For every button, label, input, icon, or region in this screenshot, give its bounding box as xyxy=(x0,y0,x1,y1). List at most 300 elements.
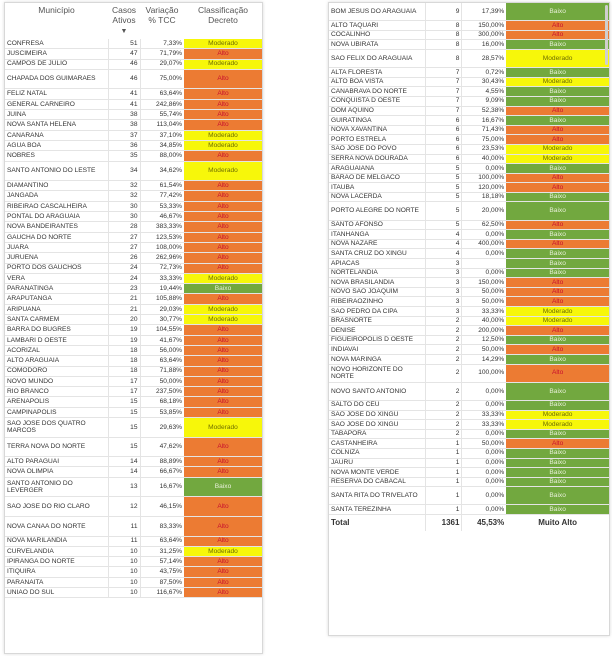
casos-cell: 8 xyxy=(426,30,462,40)
table-row[interactable] xyxy=(329,364,609,382)
variacao-cell: 16,67% xyxy=(462,116,506,126)
municipio-cell: ARAGUAIANA xyxy=(329,164,426,174)
table-row[interactable] xyxy=(5,387,262,397)
municipio-cell: TABAPORA xyxy=(329,429,426,439)
casos-cell: 2 xyxy=(426,410,462,420)
casos-cell: 8 xyxy=(426,49,462,67)
table-row[interactable] xyxy=(5,437,262,457)
table-row[interactable] xyxy=(329,144,609,154)
variacao-cell: 0,72% xyxy=(462,68,506,78)
casos-cell: 1 xyxy=(426,477,462,487)
municipio-cell: ARAPUTANGA xyxy=(5,294,108,304)
casos-cell: 3 xyxy=(426,268,462,278)
municipio-cell: DOM AQUINO xyxy=(329,106,426,116)
variacao-cell: 9,09% xyxy=(462,96,506,106)
municipio-cell: NOVA SANTA HELENA xyxy=(5,120,108,130)
table-row[interactable] xyxy=(5,345,262,355)
classificacao-cell: Alto xyxy=(184,110,262,120)
header-municipio[interactable]: Município xyxy=(38,5,75,15)
casos-cell: 2 xyxy=(426,326,462,336)
table-row[interactable] xyxy=(5,212,262,222)
classificacao-cell: Alto xyxy=(184,325,262,335)
table-row[interactable] xyxy=(5,151,262,161)
table-row[interactable] xyxy=(5,457,262,467)
table-row[interactable] xyxy=(329,173,609,183)
table-row[interactable] xyxy=(5,99,262,109)
classificacao-cell: Alto xyxy=(184,577,262,587)
variacao-cell: 100,00% xyxy=(462,173,506,183)
table-row[interactable] xyxy=(5,201,262,211)
casos-cell: 24 xyxy=(108,273,140,283)
municipio-cell: GENERAL CARNEIRO xyxy=(5,99,108,109)
casos-cell: 8 xyxy=(426,40,462,50)
table-row[interactable] xyxy=(329,278,609,288)
casos-cell: 1 xyxy=(426,439,462,449)
table-row[interactable] xyxy=(329,249,609,259)
table-row[interactable] xyxy=(5,315,262,325)
table-row[interactable] xyxy=(329,30,609,40)
classificacao-cell: Moderado xyxy=(506,49,609,67)
classificacao-cell: Alto xyxy=(506,125,609,135)
variacao-cell: 0,00% xyxy=(462,477,506,487)
table-row[interactable] xyxy=(5,59,262,69)
variacao-cell: 383,33% xyxy=(140,222,184,232)
table-row[interactable] xyxy=(329,307,609,317)
table-row[interactable] xyxy=(329,382,609,400)
variacao-cell: 0,00% xyxy=(462,458,506,468)
classificacao-cell: Moderado xyxy=(506,307,609,317)
municipio-cell: RIBEIRAOZINHO xyxy=(329,297,426,307)
casos-cell: 2 xyxy=(426,382,462,400)
variacao-cell: 43,75% xyxy=(140,567,184,577)
classificacao-cell: Moderado xyxy=(506,316,609,326)
municipio-cell: NOVA UBIRATA xyxy=(329,40,426,50)
variacao-cell: 61,54% xyxy=(140,181,184,191)
table-row[interactable] xyxy=(5,477,262,497)
municipio-cell: CHAPADA DOS GUIMARAES xyxy=(5,69,108,89)
table-row[interactable] xyxy=(329,335,609,345)
variacao-cell: 77,42% xyxy=(140,191,184,201)
table-row[interactable] xyxy=(5,242,262,252)
left-table xyxy=(5,3,262,598)
table-row[interactable] xyxy=(329,135,609,145)
casos-cell: 4 xyxy=(426,230,462,240)
casos-cell: 24 xyxy=(108,263,140,273)
classificacao-cell: Alto xyxy=(184,201,262,211)
classificacao-cell: Baixo xyxy=(506,458,609,468)
classificacao-cell: Baixo xyxy=(506,487,609,505)
municipio-cell: ALTA FLORESTA xyxy=(329,68,426,78)
table-row[interactable] xyxy=(5,232,262,242)
variacao-cell: 33,33% xyxy=(140,273,184,283)
variacao-cell: 0,00% xyxy=(462,268,506,278)
classificacao-cell: Alto xyxy=(506,220,609,230)
classificacao-cell: Moderado xyxy=(184,161,262,181)
table-row[interactable] xyxy=(329,259,609,269)
municipio-cell: ALTO ARAGUAIA xyxy=(5,356,108,366)
municipio-cell: SANTA TEREZINHA xyxy=(329,505,426,515)
casos-cell: 6 xyxy=(426,144,462,154)
municipio-cell: JURUENA xyxy=(5,253,108,263)
left-header-row xyxy=(5,3,262,39)
table-row[interactable] xyxy=(5,253,262,263)
classificacao-cell: Alto xyxy=(184,151,262,161)
municipio-cell: PARANATINGA xyxy=(5,284,108,294)
classificacao-cell: Alto xyxy=(184,356,262,366)
table-row[interactable] xyxy=(5,304,262,314)
table-row[interactable] xyxy=(5,181,262,191)
header-variacao[interactable]: Variação % TCC xyxy=(145,5,179,25)
table-row[interactable] xyxy=(329,116,609,126)
table-row[interactable] xyxy=(329,49,609,67)
header-casos-label: Casos Ativos xyxy=(111,5,137,25)
header-casos[interactable] xyxy=(108,3,140,39)
casos-cell: 2 xyxy=(426,354,462,364)
casos-cell: 37 xyxy=(108,130,140,140)
variacao-cell: 28,57% xyxy=(462,49,506,67)
municipio-cell: COLNIZA xyxy=(329,448,426,458)
municipio-cell: NOBRES xyxy=(5,151,108,161)
classificacao-cell: Alto xyxy=(184,120,262,130)
municipio-cell: NOVO SAO JOAQUIM xyxy=(329,287,426,297)
casos-cell: 6 xyxy=(426,154,462,164)
municipio-cell: UNIAO DO SUL xyxy=(5,588,108,598)
municipio-cell: ALTO BOA VISTA xyxy=(329,77,426,87)
municipio-cell: NOVA MARINGA xyxy=(329,354,426,364)
municipio-cell: ARIPUANA xyxy=(5,304,108,314)
municipio-cell: AGUA BOA xyxy=(5,140,108,150)
municipio-cell: SANTO ANTONIO DO LEVERGER xyxy=(5,477,108,497)
casos-cell: 30 xyxy=(108,212,140,222)
right-table xyxy=(329,3,609,531)
table-row[interactable] xyxy=(329,505,609,515)
variacao-cell: 40,00% xyxy=(462,154,506,164)
casos-cell: 41 xyxy=(108,99,140,109)
municipio-cell: PONTAL DO ARAGUAIA xyxy=(5,212,108,222)
casos-cell: 6 xyxy=(426,125,462,135)
classificacao-cell: Alto xyxy=(506,326,609,336)
municipio-cell: CAMPINAPOLIS xyxy=(5,407,108,417)
table-row[interactable] xyxy=(5,516,262,536)
municipio-cell: NOVA MARILANDIA xyxy=(5,536,108,546)
variacao-cell: 50,00% xyxy=(462,287,506,297)
table-row[interactable] xyxy=(5,263,262,273)
variacao-cell: 20,00% xyxy=(462,202,506,220)
municipio-cell: ACORIZAL xyxy=(5,345,108,355)
table-row[interactable] xyxy=(329,487,609,505)
variacao-cell: 41,67% xyxy=(140,335,184,345)
municipio-cell: CONQUISTA D OESTE xyxy=(329,96,426,106)
variacao-cell: 0,00% xyxy=(462,230,506,240)
table-row[interactable] xyxy=(5,497,262,517)
municipio-cell: JUSCIMEIRA xyxy=(5,49,108,59)
table-row[interactable] xyxy=(329,87,609,97)
table-row[interactable] xyxy=(329,154,609,164)
table-row[interactable] xyxy=(5,191,262,201)
scrollbar[interactable] xyxy=(605,5,608,65)
municipio-cell: PORTO ESTRELA xyxy=(329,135,426,145)
table-row[interactable] xyxy=(329,429,609,439)
table-row[interactable] xyxy=(329,439,609,449)
municipio-cell: COCALINHO xyxy=(329,30,426,40)
casos-cell: 2 xyxy=(426,420,462,430)
table-row[interactable] xyxy=(5,407,262,417)
variacao-cell: 23,53% xyxy=(462,144,506,154)
table-row[interactable] xyxy=(329,316,609,326)
variacao-cell: 53,33% xyxy=(140,201,184,211)
municipio-cell: RESERVA DO CABACAL xyxy=(329,477,426,487)
casos-cell: 30 xyxy=(108,201,140,211)
municipio-cell: CAMPOS DE JULIO xyxy=(5,59,108,69)
municipio-cell: SANTO AFONSO xyxy=(329,220,426,230)
table-row[interactable] xyxy=(5,366,262,376)
variacao-cell: 113,04% xyxy=(140,120,184,130)
variacao-cell: 47,62% xyxy=(140,437,184,457)
variacao-cell: 52,38% xyxy=(462,106,506,116)
total-casos: 1361 xyxy=(426,515,462,532)
classificacao-cell: Baixo xyxy=(506,230,609,240)
casos-cell: 17 xyxy=(108,376,140,386)
casos-cell: 1 xyxy=(426,458,462,468)
table-row[interactable] xyxy=(329,297,609,307)
table-row[interactable] xyxy=(5,588,262,598)
classificacao-cell: Moderado xyxy=(506,144,609,154)
table-row[interactable] xyxy=(329,420,609,430)
classificacao-cell: Baixo xyxy=(506,335,609,345)
variacao-cell: 18,18% xyxy=(462,192,506,202)
municipio-cell: SAO JOSE DO XINGU xyxy=(329,420,426,430)
casos-cell: 3 xyxy=(426,287,462,297)
table-row[interactable] xyxy=(329,3,609,21)
table-row[interactable] xyxy=(329,287,609,297)
casos-cell: 7 xyxy=(426,87,462,97)
casos-cell: 3 xyxy=(426,297,462,307)
classificacao-cell: Baixo xyxy=(506,429,609,439)
classificacao-cell: Moderado xyxy=(184,273,262,283)
right-table-panel xyxy=(328,2,610,636)
variacao-cell: 7,33% xyxy=(140,39,184,49)
table-row[interactable] xyxy=(329,164,609,174)
variacao-cell: 83,33% xyxy=(140,516,184,536)
variacao-cell: 400,00% xyxy=(462,239,506,249)
total-row xyxy=(329,515,609,532)
table-row[interactable] xyxy=(329,125,609,135)
municipio-cell: ARENAPOLIS xyxy=(5,397,108,407)
total-label: Total xyxy=(329,515,426,532)
table-row[interactable] xyxy=(329,458,609,468)
table-row[interactable] xyxy=(5,69,262,89)
casos-cell: 14 xyxy=(108,467,140,477)
variacao-cell: 46,15% xyxy=(140,497,184,517)
casos-cell: 47 xyxy=(108,49,140,59)
municipio-cell: SALTO DO CEU xyxy=(329,400,426,410)
casos-cell: 20 xyxy=(108,315,140,325)
classificacao-cell: Moderado xyxy=(184,140,262,150)
table-row[interactable] xyxy=(5,397,262,407)
municipio-cell: NOVO SANTO ANTONIO xyxy=(329,382,426,400)
classificacao-cell: Alto xyxy=(184,345,262,355)
variacao-cell: 71,88% xyxy=(140,366,184,376)
classificacao-cell: Baixo xyxy=(506,202,609,220)
variacao-cell: 120,00% xyxy=(462,183,506,193)
table-row[interactable] xyxy=(5,467,262,477)
casos-cell: 5 xyxy=(426,164,462,174)
sort-down-icon[interactable]: ▼ xyxy=(120,28,128,35)
classificacao-cell: Moderado xyxy=(184,315,262,325)
table-row[interactable] xyxy=(329,477,609,487)
classificacao-cell: Alto xyxy=(184,567,262,577)
table-row[interactable] xyxy=(5,376,262,386)
classificacao-cell: Alto xyxy=(506,173,609,183)
casos-cell: 3 xyxy=(426,259,462,269)
table-row[interactable] xyxy=(5,284,262,294)
left-table-body xyxy=(5,39,262,598)
table-row[interactable] xyxy=(5,89,262,99)
classificacao-cell: Alto xyxy=(184,99,262,109)
classificacao-cell: Baixo xyxy=(184,284,262,294)
table-row[interactable] xyxy=(329,106,609,116)
table-row[interactable] xyxy=(5,546,262,556)
table-row[interactable] xyxy=(329,326,609,336)
classificacao-cell: Baixo xyxy=(506,40,609,50)
classificacao-cell: Alto xyxy=(184,181,262,191)
table-row[interactable] xyxy=(329,96,609,106)
classificacao-cell: Alto xyxy=(184,366,262,376)
classificacao-cell: Baixo xyxy=(506,448,609,458)
table-row[interactable] xyxy=(5,294,262,304)
table-row[interactable] xyxy=(5,222,262,232)
municipio-cell: ITAUBA xyxy=(329,183,426,193)
casos-cell: 26 xyxy=(108,253,140,263)
table-row[interactable] xyxy=(329,400,609,410)
table-row[interactable] xyxy=(329,21,609,31)
table-row[interactable] xyxy=(329,183,609,193)
classificacao-cell: Baixo xyxy=(506,505,609,515)
table-row[interactable] xyxy=(329,268,609,278)
classificacao-cell: Moderado xyxy=(184,39,262,49)
table-row[interactable] xyxy=(5,120,262,130)
casos-cell: 5 xyxy=(426,192,462,202)
classificacao-cell: Alto xyxy=(184,335,262,345)
variacao-cell: 71,79% xyxy=(140,49,184,59)
municipio-cell: DIAMANTINO xyxy=(5,181,108,191)
casos-cell: 7 xyxy=(426,77,462,87)
casos-cell: 6 xyxy=(426,116,462,126)
table-row[interactable] xyxy=(5,417,262,437)
table-row[interactable] xyxy=(329,68,609,78)
variacao-cell: 100,00% xyxy=(462,364,506,382)
variacao-cell: 123,53% xyxy=(140,232,184,242)
classificacao-cell: Moderado xyxy=(184,59,262,69)
table-row[interactable] xyxy=(5,325,262,335)
classificacao-cell: Alto xyxy=(184,89,262,99)
variacao-cell: 14,29% xyxy=(462,354,506,364)
municipio-cell: SANTO ANTONIO DO LESTE xyxy=(5,161,108,181)
classificacao-cell: Alto xyxy=(184,191,262,201)
variacao-cell: 88,00% xyxy=(140,151,184,161)
table-row[interactable] xyxy=(5,130,262,140)
table-row[interactable] xyxy=(329,410,609,420)
municipio-cell: BRASNORTE xyxy=(329,316,426,326)
municipio-cell: COMODORO xyxy=(5,366,108,376)
table-row[interactable] xyxy=(5,49,262,59)
classificacao-cell: Baixo xyxy=(506,268,609,278)
classificacao-cell: Baixo xyxy=(506,116,609,126)
casos-cell: 1 xyxy=(426,468,462,478)
variacao-cell: 57,14% xyxy=(140,557,184,567)
municipio-cell: VERA xyxy=(5,273,108,283)
table-row[interactable] xyxy=(5,356,262,366)
table-row[interactable] xyxy=(329,202,609,220)
table-row[interactable] xyxy=(329,40,609,50)
casos-cell: 9 xyxy=(426,3,462,21)
casos-cell: 28 xyxy=(108,222,140,232)
variacao-cell: 0,00% xyxy=(462,448,506,458)
table-row[interactable] xyxy=(5,335,262,345)
municipio-cell: IPIRANGA DO NORTE xyxy=(5,557,108,567)
table-row[interactable] xyxy=(5,140,262,150)
header-classificacao[interactable]: Classificação Decreto xyxy=(197,5,249,25)
table-row[interactable] xyxy=(5,567,262,577)
variacao-cell: 104,55% xyxy=(140,325,184,335)
classificacao-cell: Alto xyxy=(184,294,262,304)
table-row[interactable] xyxy=(5,557,262,567)
table-row[interactable] xyxy=(329,345,609,355)
classificacao-cell: Alto xyxy=(506,278,609,288)
variacao-cell: 68,18% xyxy=(140,397,184,407)
classificacao-cell: Baixo xyxy=(506,87,609,97)
table-row[interactable] xyxy=(329,230,609,240)
municipio-cell: CASTANHEIRA xyxy=(329,439,426,449)
variacao-cell: 29,07% xyxy=(140,59,184,69)
table-row[interactable] xyxy=(329,77,609,87)
casos-cell: 8 xyxy=(426,21,462,31)
table-row[interactable] xyxy=(329,239,609,249)
casos-cell: 5 xyxy=(426,220,462,230)
municipio-cell: NOVO MUNDO xyxy=(5,376,108,386)
table-row[interactable] xyxy=(329,220,609,230)
table-row[interactable] xyxy=(329,468,609,478)
classificacao-cell: Baixo xyxy=(506,3,609,21)
table-row[interactable] xyxy=(5,161,262,181)
table-row[interactable] xyxy=(5,39,262,49)
table-row[interactable] xyxy=(329,448,609,458)
casos-cell: 12 xyxy=(108,497,140,517)
municipio-cell: SAO PEDRO DA CIPA xyxy=(329,307,426,317)
municipio-cell: NOVA OLIMPIA xyxy=(5,467,108,477)
table-row[interactable] xyxy=(329,192,609,202)
table-row[interactable] xyxy=(5,273,262,283)
table-row[interactable] xyxy=(5,577,262,587)
casos-cell: 4 xyxy=(426,239,462,249)
classificacao-cell: Alto xyxy=(184,467,262,477)
table-row[interactable] xyxy=(5,536,262,546)
casos-cell: 13 xyxy=(108,477,140,497)
classificacao-cell: Alto xyxy=(184,222,262,232)
casos-cell: 10 xyxy=(108,567,140,577)
casos-cell: 38 xyxy=(108,110,140,120)
classificacao-cell: Alto xyxy=(184,437,262,457)
classificacao-cell: Alto xyxy=(184,253,262,263)
municipio-cell: CONFRESA xyxy=(5,39,108,49)
classificacao-cell: Alto xyxy=(506,439,609,449)
classificacao-cell: Baixo xyxy=(506,68,609,78)
casos-cell: 18 xyxy=(108,345,140,355)
table-row[interactable] xyxy=(5,110,262,120)
classificacao-cell: Alto xyxy=(184,212,262,222)
classificacao-cell: Alto xyxy=(506,345,609,355)
table-row[interactable] xyxy=(329,354,609,364)
